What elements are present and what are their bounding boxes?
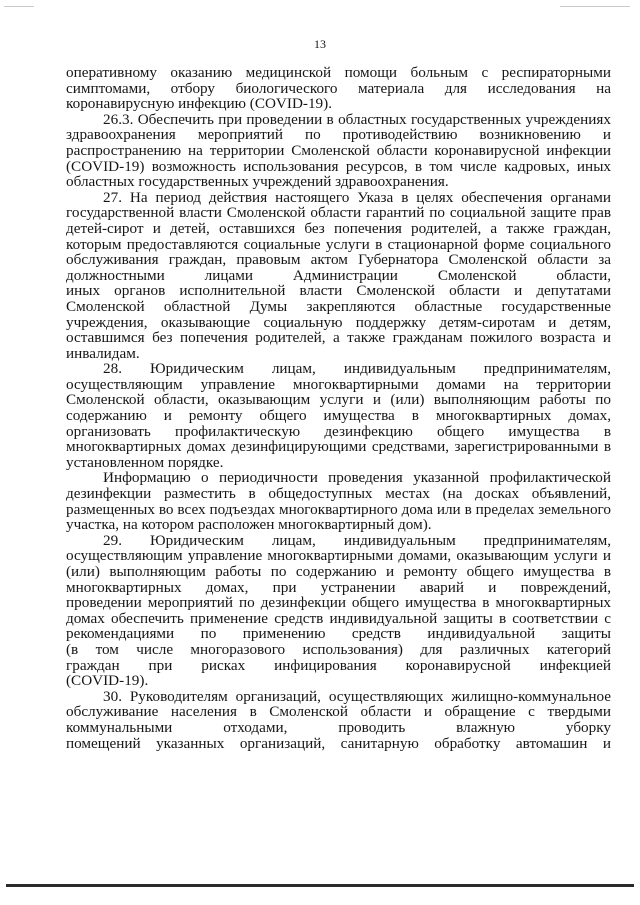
text-line: государственной власти Смоленской области гарантий по социальной защите прав	[66, 204, 611, 222]
text-line: (или) выполняющим работы по содержанию и ремонту общего имущества в	[66, 563, 611, 580]
text-line: должностными лицами Администрации Смоленской области,	[66, 266, 611, 284]
text-line: размещенных во всех подъездах многоквартирного дома или в пределах земельного	[66, 500, 611, 518]
text-line: обслуживания граждан, правовым актом Губернатора Смоленской области за	[66, 251, 611, 269]
text-line: многоквартирных домах дезинфицирующими средствами, зарегистрированными в	[66, 438, 611, 456]
text-line: Смоленской областной Думы закрепляются областные государственные	[66, 297, 611, 315]
text-line: коммунальными отходами, проводить влажную уборку	[66, 718, 611, 736]
bottom-edge-rule	[6, 884, 634, 887]
text-line: иных органов исполнительной власти Смоленской области и депутатами	[66, 282, 611, 300]
scan-mark-right	[560, 6, 630, 7]
text-line: участка, на котором расположен многоквартирный дом).	[66, 516, 432, 534]
text-line: (COVID-19) возможность использования ресурсов, в том числе кадровых, иных	[66, 157, 611, 175]
document-body	[66, 65, 611, 751]
text-line: инвалидам.	[66, 344, 140, 362]
text-line: Смоленской области, оказывающим услуги и (или) выполняющим работы по	[66, 391, 611, 409]
text-line: областных государственных учреждений здравоохранения.	[66, 173, 449, 191]
text-line: 28. Юридическим лицам, индивидуальным предпринимателям,	[103, 360, 611, 378]
text-line: содержанию и ремонту общего имущества в многоквартирных домах,	[66, 407, 611, 425]
text-line: многоквартирных домах, при устранении аварий и повреждений,	[66, 578, 611, 596]
text-line: рекомендациями по применению средств индивидуальной защиты	[66, 625, 611, 643]
page-number: 13	[314, 37, 326, 51]
text-line: (COVID-19).	[66, 672, 149, 690]
text-line: 26.3. Обеспечить при проведении в областных государственных учреждениях	[103, 110, 611, 128]
text-line: оставшимся без попечения родителей, а также гражданам пожилого возраста и	[66, 329, 611, 347]
text-line: учреждения, оказывающие социальную поддержку детям-сиротам и детям,	[66, 313, 611, 331]
text-line: установленном порядке.	[66, 453, 224, 471]
text-line: 29. Юридическим лицам, индивидуальным предпринимателям,	[103, 531, 611, 549]
scan-mark-left	[4, 6, 34, 7]
text-line: симптомами, отбору биологического материала для исследования на	[66, 79, 611, 97]
text-line: дезинфекции разместить в общедоступных местах (на досках объявлений,	[66, 485, 611, 503]
text-line: здравоохранения мероприятий по противодействию возникновению и	[66, 126, 611, 144]
text-line: 27. На период действия настоящего Указа в целях обеспечения органами	[103, 188, 611, 206]
text-line: оперативному оказанию медицинской помощи больным с респираторными	[66, 64, 611, 81]
text-line: (в том числе многоразового использования) для различных категорий	[66, 640, 611, 658]
text-line: которым предоставляются социальные услуги в стационарной форме социального	[66, 235, 611, 253]
text-line: распространению на территории Смоленской области коронавирусной инфекции	[66, 141, 611, 159]
text-line: проведении мероприятий по дезинфекции общего имущества в многоквартирных	[66, 594, 611, 612]
text-line: осуществляющим управление многоквартирными домами, оказывающим услуги и	[66, 547, 611, 565]
text-line: домах обеспечить применение средств индивидуальной защиты в соответствии с	[66, 609, 611, 627]
text-line: осуществляющим управление многоквартирными домами на территории	[66, 375, 611, 393]
text-line: коронавирусную инфекцию (COVID-19).	[66, 95, 333, 113]
text-line: 30. Руководителям организаций, осуществляющих жилищно-коммунальное	[103, 687, 611, 705]
text-line: организовать профилактическую дезинфекцию общего имущества в	[66, 422, 611, 440]
text-line: обслуживание населения в Смоленской области и обращение с твердыми	[66, 703, 611, 721]
text-line: Информацию о периодичности проведения указанной профилактической	[103, 469, 611, 487]
text-line: граждан при рисках инфицирования коронавирусной инфекцией	[66, 656, 611, 674]
text-line: детей-сирот и детей, оставшихся без попечения родителей, а также граждан,	[66, 219, 611, 237]
text-line: помещений указанных организаций, санитарную обработку автомашин и	[66, 734, 611, 752]
